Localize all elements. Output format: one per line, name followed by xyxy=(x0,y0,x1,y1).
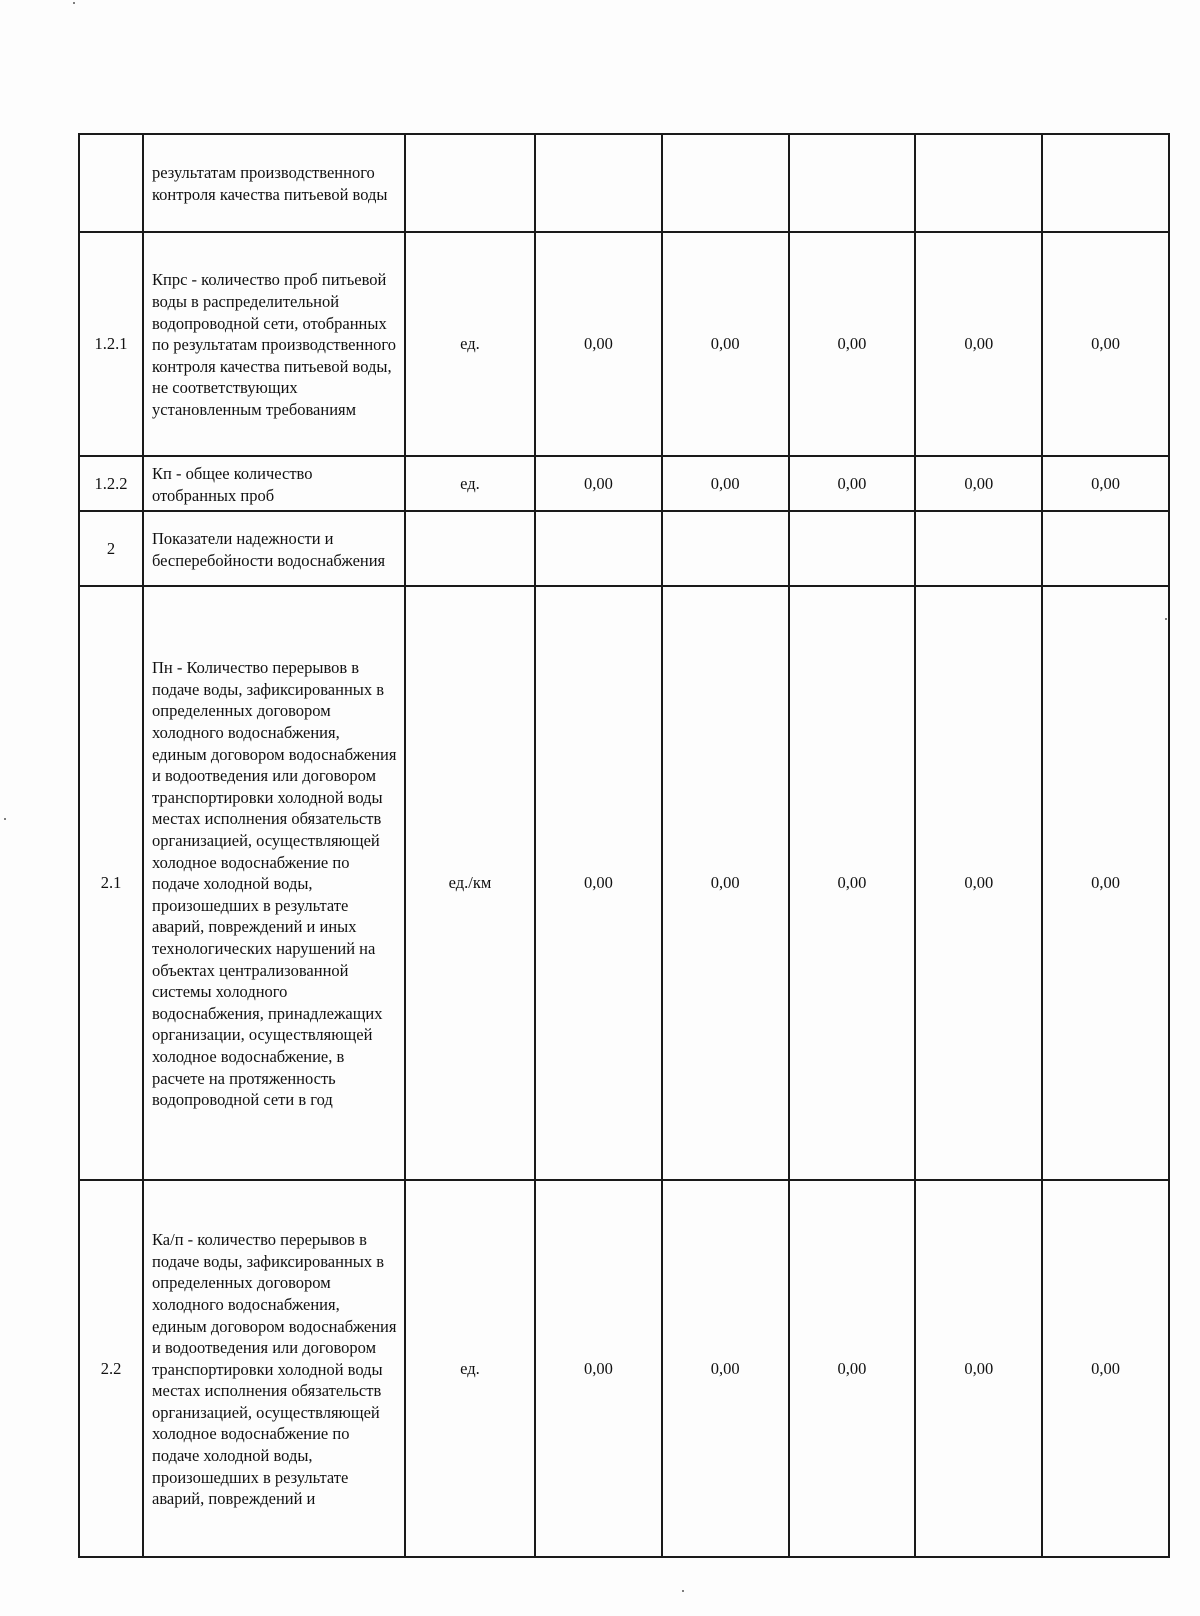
row-value: 0,00 xyxy=(535,456,662,511)
row-value: 0,00 xyxy=(789,232,916,456)
row-number: 2.2 xyxy=(79,1180,143,1557)
row-value: 0,00 xyxy=(1042,1180,1169,1557)
row-value xyxy=(789,134,916,232)
row-value xyxy=(915,134,1042,232)
row-value: 0,00 xyxy=(789,456,916,511)
row-value: 0,00 xyxy=(915,232,1042,456)
row-value: 0,00 xyxy=(1042,456,1169,511)
table-row xyxy=(79,511,1169,586)
row-description: результатам производственного контроля качества питьевой воды xyxy=(143,134,405,232)
table-row xyxy=(79,456,1169,511)
scan-speck xyxy=(73,2,75,4)
row-unit: ед. xyxy=(405,232,535,456)
row-unit xyxy=(405,511,535,586)
row-description: Ка/п - количество перерывов в подаче воды, зафиксированных в определенных договором холодного водоснабжения, единым договором водоснабжения и водоотведения или договором транспортировки холодной воды местах исполнения обязательств организацией, осуществляющей холодное водоснабжение по подаче холодной воды, произошедших в результате аварий, повреждений и xyxy=(143,1180,405,1557)
row-value: 0,00 xyxy=(662,1180,789,1557)
row-unit: ед./км xyxy=(405,586,535,1180)
row-value xyxy=(662,134,789,232)
row-value xyxy=(535,134,662,232)
row-description: Показатели надежности и бесперебойности водоснабжения xyxy=(143,511,405,586)
scan-speck xyxy=(682,1590,684,1592)
row-value: 0,00 xyxy=(789,586,916,1180)
row-value: 0,00 xyxy=(915,456,1042,511)
row-value xyxy=(662,511,789,586)
row-value xyxy=(1042,134,1169,232)
indicators-table xyxy=(78,133,1170,1558)
table-row xyxy=(79,586,1169,1180)
row-value: 0,00 xyxy=(1042,586,1169,1180)
scan-speck xyxy=(4,818,6,820)
row-value: 0,00 xyxy=(789,1180,916,1557)
row-value: 0,00 xyxy=(535,1180,662,1557)
row-description: Пн - Количество перерывов в подаче воды, зафиксированных в определенных договором холодного водоснабжения, единым договором водоснабжения и водоотведения или договором транспортировки холодной воды местах исполнения обязательств организацией, осуществляющей холодное водоснабжение по подаче холодной воды, произошедших в результате аварий, повреждений и иных технологических нарушений на объектах централизованной системы холодного водоснабжения, принадлежащих организации, осуществляющей холодное водоснабжение, в расчете на протяженность водопроводной сети в год xyxy=(143,586,405,1180)
row-description: Кп - общее количество отобранных проб xyxy=(143,456,405,511)
row-number: 1.2.2 xyxy=(79,456,143,511)
table-row xyxy=(79,232,1169,456)
row-value xyxy=(1042,511,1169,586)
row-value: 0,00 xyxy=(1042,232,1169,456)
row-value: 0,00 xyxy=(915,586,1042,1180)
row-number: 2.1 xyxy=(79,586,143,1180)
row-value xyxy=(789,511,916,586)
row-number: 2 xyxy=(79,511,143,586)
row-unit: ед. xyxy=(405,456,535,511)
row-value: 0,00 xyxy=(662,456,789,511)
row-value: 0,00 xyxy=(662,232,789,456)
row-value: 0,00 xyxy=(915,1180,1042,1557)
row-unit: ед. xyxy=(405,1180,535,1557)
row-value: 0,00 xyxy=(535,232,662,456)
table-row xyxy=(79,134,1169,232)
row-unit xyxy=(405,134,535,232)
row-value xyxy=(915,511,1042,586)
row-value: 0,00 xyxy=(535,586,662,1180)
row-value: 0,00 xyxy=(662,586,789,1180)
row-number: 1.2.1 xyxy=(79,232,143,456)
row-description: Кпрс - количество проб питьевой воды в распределительной водопроводной сети, отобранных по результатам производственного контроля качества питьевой воды, не соответствующих установленным требованиям xyxy=(143,232,405,456)
row-number xyxy=(79,134,143,232)
table-row xyxy=(79,1180,1169,1557)
row-value xyxy=(535,511,662,586)
